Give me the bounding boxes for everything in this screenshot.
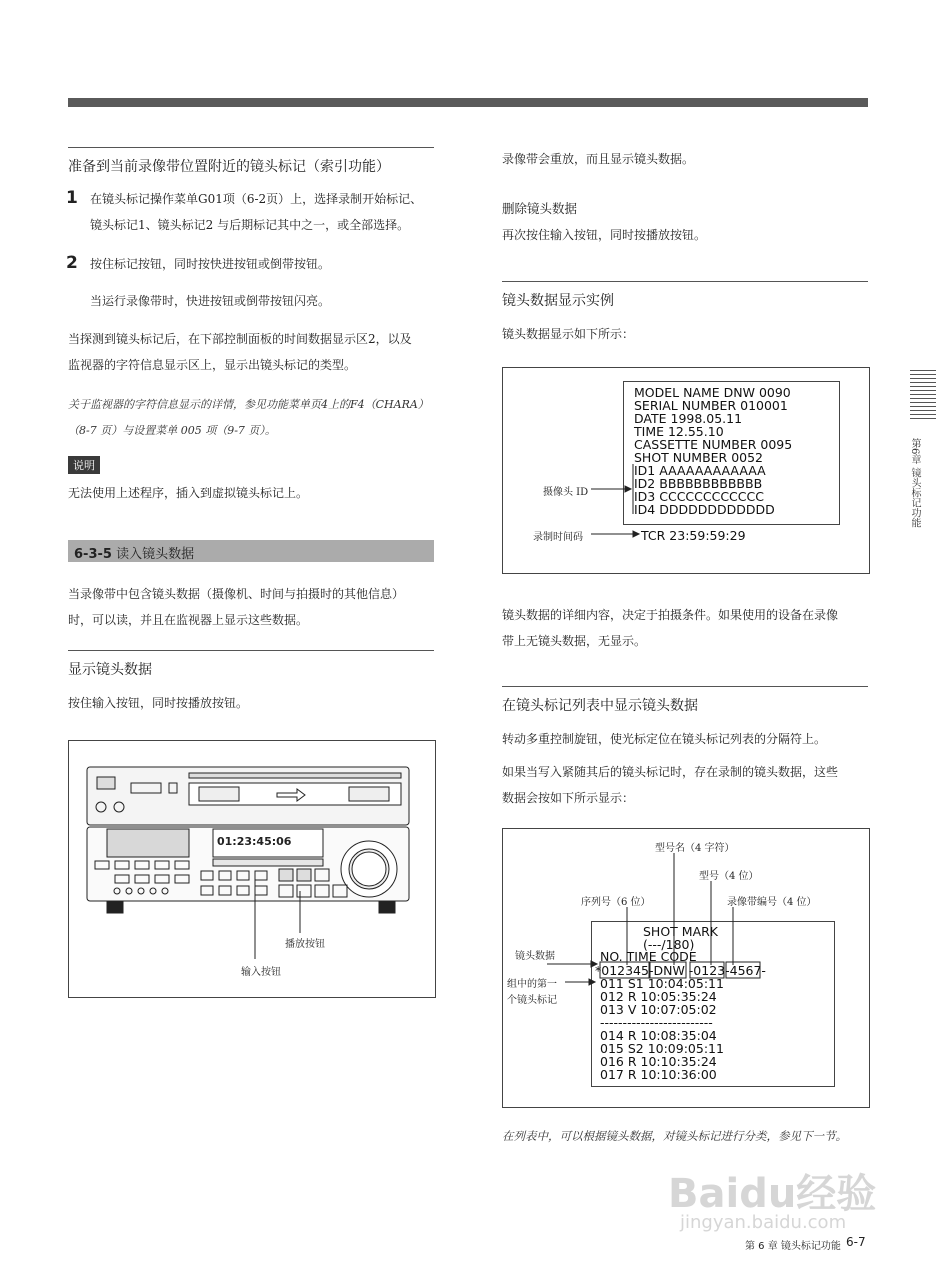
section-number: 6-3-5	[74, 547, 112, 562]
paragraph: 监视器的字符信息显示区上，显示出镜头标记的类型。	[68, 358, 357, 372]
ann-model: 型号（4 位）	[699, 871, 759, 882]
example-tcr: TCR 23:59:59:29	[641, 528, 746, 543]
heading-index: 准备到当前录像带位置附近的镜头标记（索引功能）	[68, 159, 390, 175]
label-rec-timecode: 录制时间码	[533, 532, 583, 543]
caption: 在列表中，可以根据镜头数据，对镜头标记进行分类，参见下一节。	[502, 1129, 847, 1143]
divider	[68, 147, 434, 148]
step-number: 1	[66, 188, 78, 208]
footer-chapter: 第 6 章 镜头标记功能	[745, 1241, 841, 1252]
step-number: 2	[66, 253, 78, 273]
list-row: 015 S2 10:09:05:11	[600, 1041, 724, 1056]
heading-list: 在镜头标记列表中显示镜头数据	[502, 698, 698, 714]
example-figure	[502, 367, 870, 574]
paragraph: 当探测到镜头标记后，在下部控制面板的时间数据显示区2，以及	[68, 332, 412, 346]
example-line: DATE 1998.05.11	[634, 411, 743, 426]
example-line: ID3 CCCCCCCCCCCC	[634, 489, 764, 504]
step-text: 按住标记按钮，同时按快进按钮或倒带按钮。	[90, 257, 331, 271]
list-title: SHOT MARK	[643, 924, 718, 939]
paragraph: 当录像带中包含镜头数据（摄像机、时间与拍摄时的其他信息）	[68, 587, 405, 601]
example-line: ID1 AAAAAAAAAAAA	[634, 463, 766, 478]
list-row: 012 R 10:05:35:24	[600, 989, 717, 1004]
label-camera-id: 摄像头 ID	[543, 487, 589, 498]
example-line: CASSETTE NUMBER 0095	[634, 437, 793, 452]
watermark-url: jingyan.baidu.com	[680, 1212, 847, 1233]
paragraph: 镜头数据显示如下所示：	[502, 327, 635, 341]
list-row: 011 S1 10:04:05:11	[600, 976, 724, 991]
list-separator: -------------------------	[600, 1015, 713, 1030]
paragraph: 时，可以读，并且在监视器上显示这些数据。	[68, 613, 309, 627]
example-line: SHOT NUMBER 0052	[634, 450, 764, 465]
paragraph: 如果当写入紧随其后的镜头标记时，存在录制的镜头数据，这些	[502, 765, 839, 779]
ann-first-mark: 个镜头标记	[507, 995, 557, 1006]
divider	[502, 686, 868, 687]
list-figure	[502, 828, 870, 1108]
note-text: 无法使用上述程序，插入到虚拟镜头标记上。	[68, 486, 309, 500]
vtr-deck-illustration	[69, 741, 435, 997]
device-figure	[68, 740, 436, 998]
list-row: 017 R 10:10:36:00	[600, 1067, 717, 1082]
subheading-delete: 删除镜头数据	[502, 201, 578, 216]
heading-show: 显示镜头数据	[68, 662, 152, 678]
label-play-button: 播放按钮	[285, 939, 325, 950]
paragraph: 镜头数据的详细内容，决定于拍摄条件。如果使用的设备在录像	[502, 608, 839, 622]
section-bar	[68, 540, 434, 562]
list-row: 014 R 10:08:35:04	[600, 1028, 717, 1043]
list-row: 013 V 10:07:05:02	[600, 1002, 717, 1017]
example-line: ID2 BBBBBBBBBBBB	[634, 476, 763, 491]
section-title: 读入镜头数据	[116, 547, 195, 562]
ann-serial: 序列号（6 位）	[581, 897, 651, 908]
example-line: MODEL NAME DNW 0090	[634, 385, 791, 400]
chapter-tab-lines	[910, 370, 936, 422]
heading-example: 镜头数据显示实例	[502, 293, 614, 309]
step-text: 镜头标记1、镜头标记2 与后期标记其中之一，或全部选择。	[90, 218, 410, 232]
step-text: 当运行录像带时，快进按钮或倒带按钮闪亮。	[90, 294, 331, 308]
page-number: 6-7	[846, 1235, 866, 1249]
example-line: SERIAL NUMBER 010001	[634, 398, 788, 413]
example-line: ID4 DDDDDDDDDDDD	[634, 502, 775, 517]
paragraph: 带上无镜头数据，无显示。	[502, 634, 647, 648]
divider	[68, 650, 434, 651]
ann-first-mark: 组中的第一	[507, 979, 557, 990]
italic-note: （8-7 页）与设置菜单 005 项（9-7 页）。	[68, 424, 276, 437]
example-line: TIME 12.55.10	[634, 424, 724, 439]
italic-note: 关于监视器的字符信息显示的详情，参见功能菜单页4上的F4（CHARA）	[68, 398, 429, 411]
paragraph: 按住输入按钮，同时按播放按钮。	[68, 696, 249, 710]
sidebar-chapter: 第6章 镜头标记功能	[909, 438, 920, 528]
ann-model-name: 型号名（4 字符）	[655, 843, 735, 854]
ann-cassette: 录像带编号（4 位）	[727, 897, 817, 908]
note-badge: 说明	[68, 456, 100, 474]
paragraph: 转动多重控制旋钮，使光标定位在镜头标记列表的分隔符上。	[502, 732, 827, 746]
step-text: 在镜头标记操作菜单G01项（6-2页）上，选择录制开始标记、	[90, 192, 423, 206]
paragraph: 数据会按如下所示显示：	[502, 791, 635, 805]
list-header: NO. TIME CODE	[600, 949, 697, 964]
watermark-brand: Baidu经验	[668, 1171, 877, 1217]
paragraph: 录像带会重放，而且显示镜头数据。	[502, 152, 695, 166]
label-input-button: 输入按钮	[241, 967, 281, 978]
paragraph: 再次按住输入按钮，同时按播放按钮。	[502, 228, 707, 242]
device-timecode: 01:23:45:06	[217, 835, 292, 848]
ann-shot-data: 镜头数据	[515, 951, 555, 962]
divider	[502, 281, 868, 282]
list-row: 016 R 10:10:35:24	[600, 1054, 717, 1069]
list-title: (---/180)	[643, 937, 695, 952]
top-bar	[68, 98, 868, 107]
list-data-row: *012345-DNW -0123-4567-	[595, 963, 766, 978]
